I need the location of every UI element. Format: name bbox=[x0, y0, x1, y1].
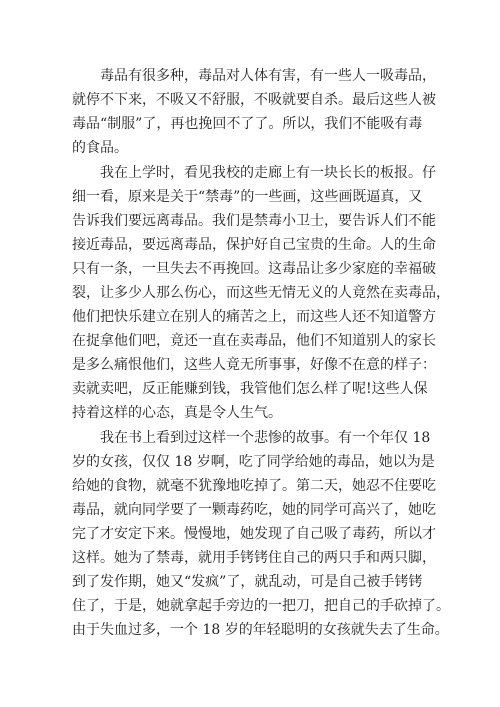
text-line: 是多么痛恨他们，这些人竟无所事事，好像不在意的样子： bbox=[72, 357, 436, 373]
text-line: 毒品，就向同学要了一颗毒药吃，她的同学可高兴了，她吃 bbox=[72, 502, 436, 518]
text-line: 裂，让多少人那么伤心，而这些无情无义的人竟然在卖毒品， bbox=[72, 285, 450, 301]
text-line: 由于失血过多，一个 18 岁的年轻聪明的女孩就失去了生命。 bbox=[72, 622, 449, 638]
text-line: 我在上学时，看见我校的走廊上有一块长长的板报。仔 bbox=[100, 165, 436, 181]
text-line: 卖就卖吧，反正能赚到钱，我管他们怎么样了呢!这些人保 bbox=[72, 381, 428, 397]
paragraph-1 bbox=[72, 64, 436, 160]
text-line: 到了发作期，她又“发疯”了，就乱动，可是自己被手铐铐 bbox=[72, 574, 423, 590]
text-line: 给她的食物，就毫不犹豫地吃掉了。第二天，她忍不住要吃 bbox=[72, 478, 436, 494]
text-line: 细一看，原来是关于“禁毒”的一些画，这些画既逼真，又 bbox=[72, 189, 423, 205]
text-line: 毒品有很多种，毒品对人体有害，有一些人一吸毒品， bbox=[100, 68, 436, 84]
text-line: 岁的女孩，仅仅 18 岁啊，吃了同学给她的毒品，她以为是 bbox=[72, 454, 435, 470]
text-line: 这样。她为了禁毒，就用手铐铐住自己的两只手和两只脚， bbox=[72, 550, 436, 566]
text-line: 毒品“制服”了，再也挽回不了了。所以，我们不能吸有毒 bbox=[72, 116, 423, 132]
text-line: 在捉拿他们吧，竟还一直在卖毒品，他们不知道别人的家长 bbox=[72, 333, 436, 349]
text-line: 完了才安定下来。慢慢地，她发现了自己吸了毒药，所以才 bbox=[72, 526, 436, 542]
text-line: 告诉我们要远离毒品。我们是禁毒小卫士，要告诉人们不能 bbox=[72, 213, 436, 229]
document-body bbox=[72, 64, 450, 643]
text-line: 只有一条，一旦失去不再挽回。这毒品让多少家庭的幸福破 bbox=[72, 261, 436, 277]
text-line: 持着这样的心态，真是令人生气。 bbox=[72, 405, 282, 421]
text-line: 接近毒品，要远离毒品，保护好自己宝贵的生命。人的生命 bbox=[72, 237, 436, 253]
paragraph-2 bbox=[72, 161, 450, 425]
text-line: 的食品。 bbox=[72, 140, 128, 156]
text-line: 就停不下来，不吸又不舒服，不吸就要自杀。最后这些人被 bbox=[72, 92, 436, 108]
text-line: 住了，于是，她就拿起手旁边的一把刀，把自己的手砍掉了。 bbox=[72, 598, 450, 614]
text-line: 他们把快乐建立在别人的痛苦之上，而这些人还不知道警方 bbox=[72, 309, 436, 325]
paragraph-3 bbox=[72, 426, 450, 642]
text-line: 我在书上看到过这样一个悲惨的故事。有一个年仅 18 bbox=[100, 430, 431, 446]
